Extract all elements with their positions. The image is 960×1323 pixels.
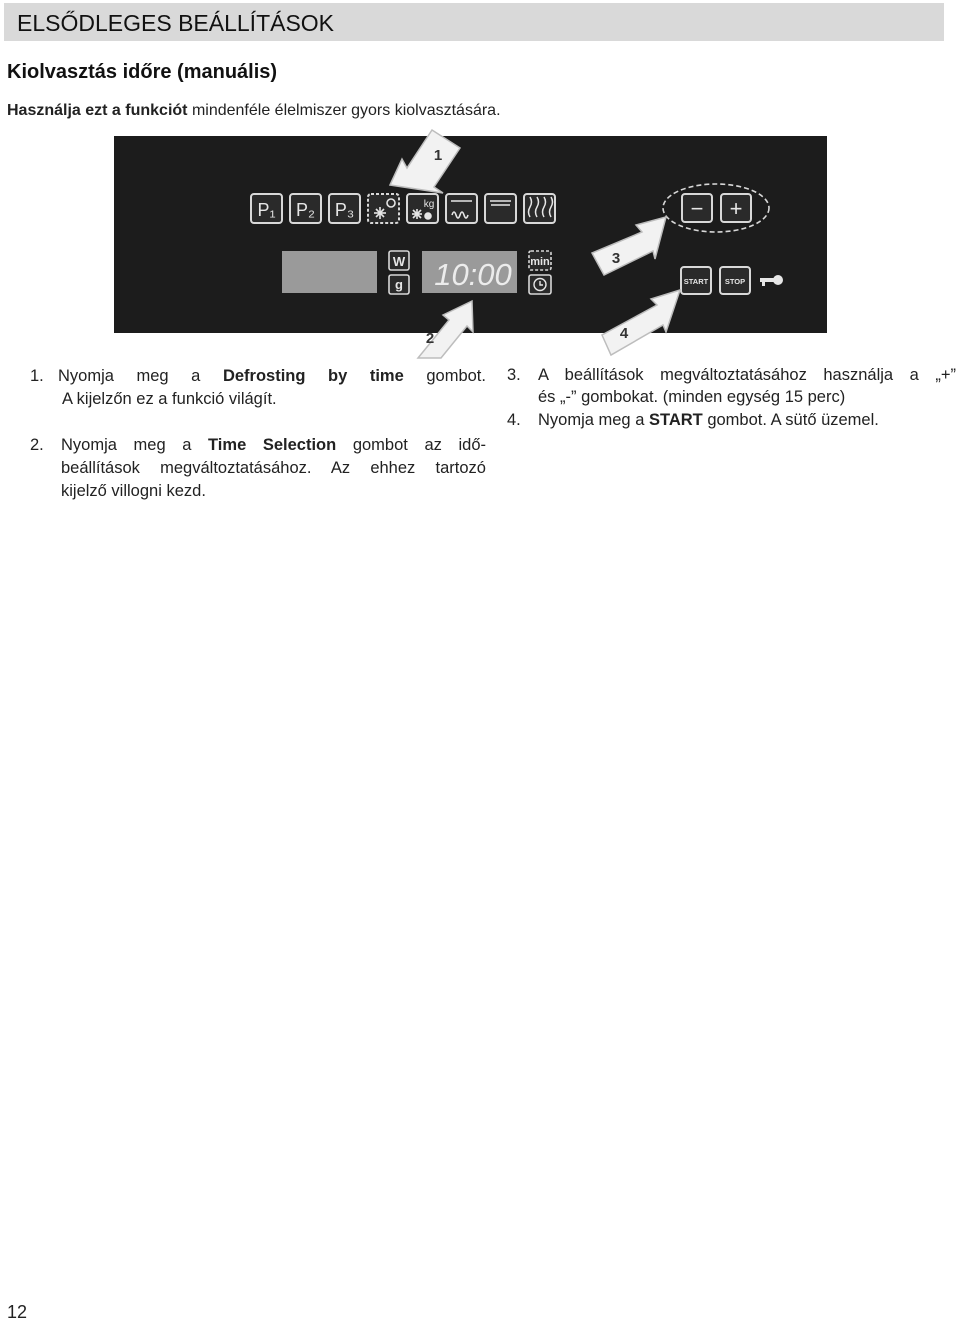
top-heat-button[interactable] [485,194,516,223]
step-3-line-1: A beállítások megváltoztatásához használja a „+” [538,366,956,384]
header-bar [4,3,944,41]
g-label: g [395,277,403,292]
steam-button[interactable] [524,194,555,223]
step-1-line-1 [58,365,486,388]
weight-display [282,251,377,293]
callout-number-3: 3 [611,250,621,267]
section-title: Kiolvasztás időre (manuális) [7,61,278,83]
step-1-pre: Nyomja meg a [58,367,223,385]
step-2-line-1 [61,434,486,457]
step-1-bold: Defrosting by time [222,367,404,385]
step-2-bold: Time Selection [208,436,337,454]
control-panel-figure [0,125,960,365]
intro-text [7,102,501,120]
time-display-value: 10:00 [434,257,512,292]
step-1-number: 1. [30,367,44,385]
step-1-line-2: A kijelzőn ez a funkció világít. [62,390,277,408]
step-1-post: gombot. [403,367,486,385]
step-4-bold: START [648,411,703,429]
page-number: 12 [7,1302,28,1322]
min-label: min [530,256,550,268]
callout-number-4: 4 [619,325,629,342]
callout-number-1: 1 [433,147,443,164]
step-4-number: 4. [507,411,521,429]
step-4-post: gombot. A sütő üzemel. [702,411,879,429]
step-3-number: 3. [507,366,521,384]
start-button[interactable] [681,267,711,294]
step-2-number: 2. [30,436,44,454]
p2-button[interactable] [290,194,321,223]
p1-label: P₁ [257,200,276,220]
plus-button[interactable] [721,194,751,222]
page-header-title: ELSŐDLEGES BEÁLLÍTÁSOK [17,10,335,36]
defrosting-by-weight-button[interactable] [407,194,438,223]
w-label: W [392,254,406,269]
g-button[interactable] [389,275,409,294]
plus-label: + [729,196,743,221]
start-label: START [683,277,709,286]
stop-label: STOP [724,277,746,286]
step-2-line-3: kijelző villogni kezd. [61,482,206,500]
minus-button[interactable] [682,194,712,222]
w-button[interactable] [389,251,409,270]
step-2-line-2: beállítások megváltoztatásához. Az ehhez tartozó [61,459,486,477]
p2-label: P₂ [296,200,315,220]
step-4-line-1 [538,409,879,432]
time-selection-button[interactable] [529,251,551,270]
step-3-line-2: és „-” gombokat. (minden egység 15 perc) [538,388,846,406]
step-4-pre: Nyomja meg a [538,411,649,429]
stop-button[interactable] [720,267,750,294]
kg-label: kg [423,199,435,210]
minus-label: − [690,196,704,221]
bottom-heat-button[interactable] [446,194,477,223]
intro-bold: Használja ezt a funkciót [7,102,188,119]
clock-button[interactable] [529,275,551,294]
p1-button[interactable] [251,194,282,223]
intro-rest: mindenféle élelmiszer gyors kiolvasztására. [187,102,501,119]
step-2-pre: Nyomja meg a [61,436,209,454]
step-2-post: gombot az idő- [336,436,487,454]
callout-number-2: 2 [425,330,435,347]
p3-label: P₃ [334,200,355,220]
control-panel-svg [0,125,960,365]
p3-button[interactable] [329,194,360,223]
defrosting-by-time-button[interactable] [368,194,399,223]
